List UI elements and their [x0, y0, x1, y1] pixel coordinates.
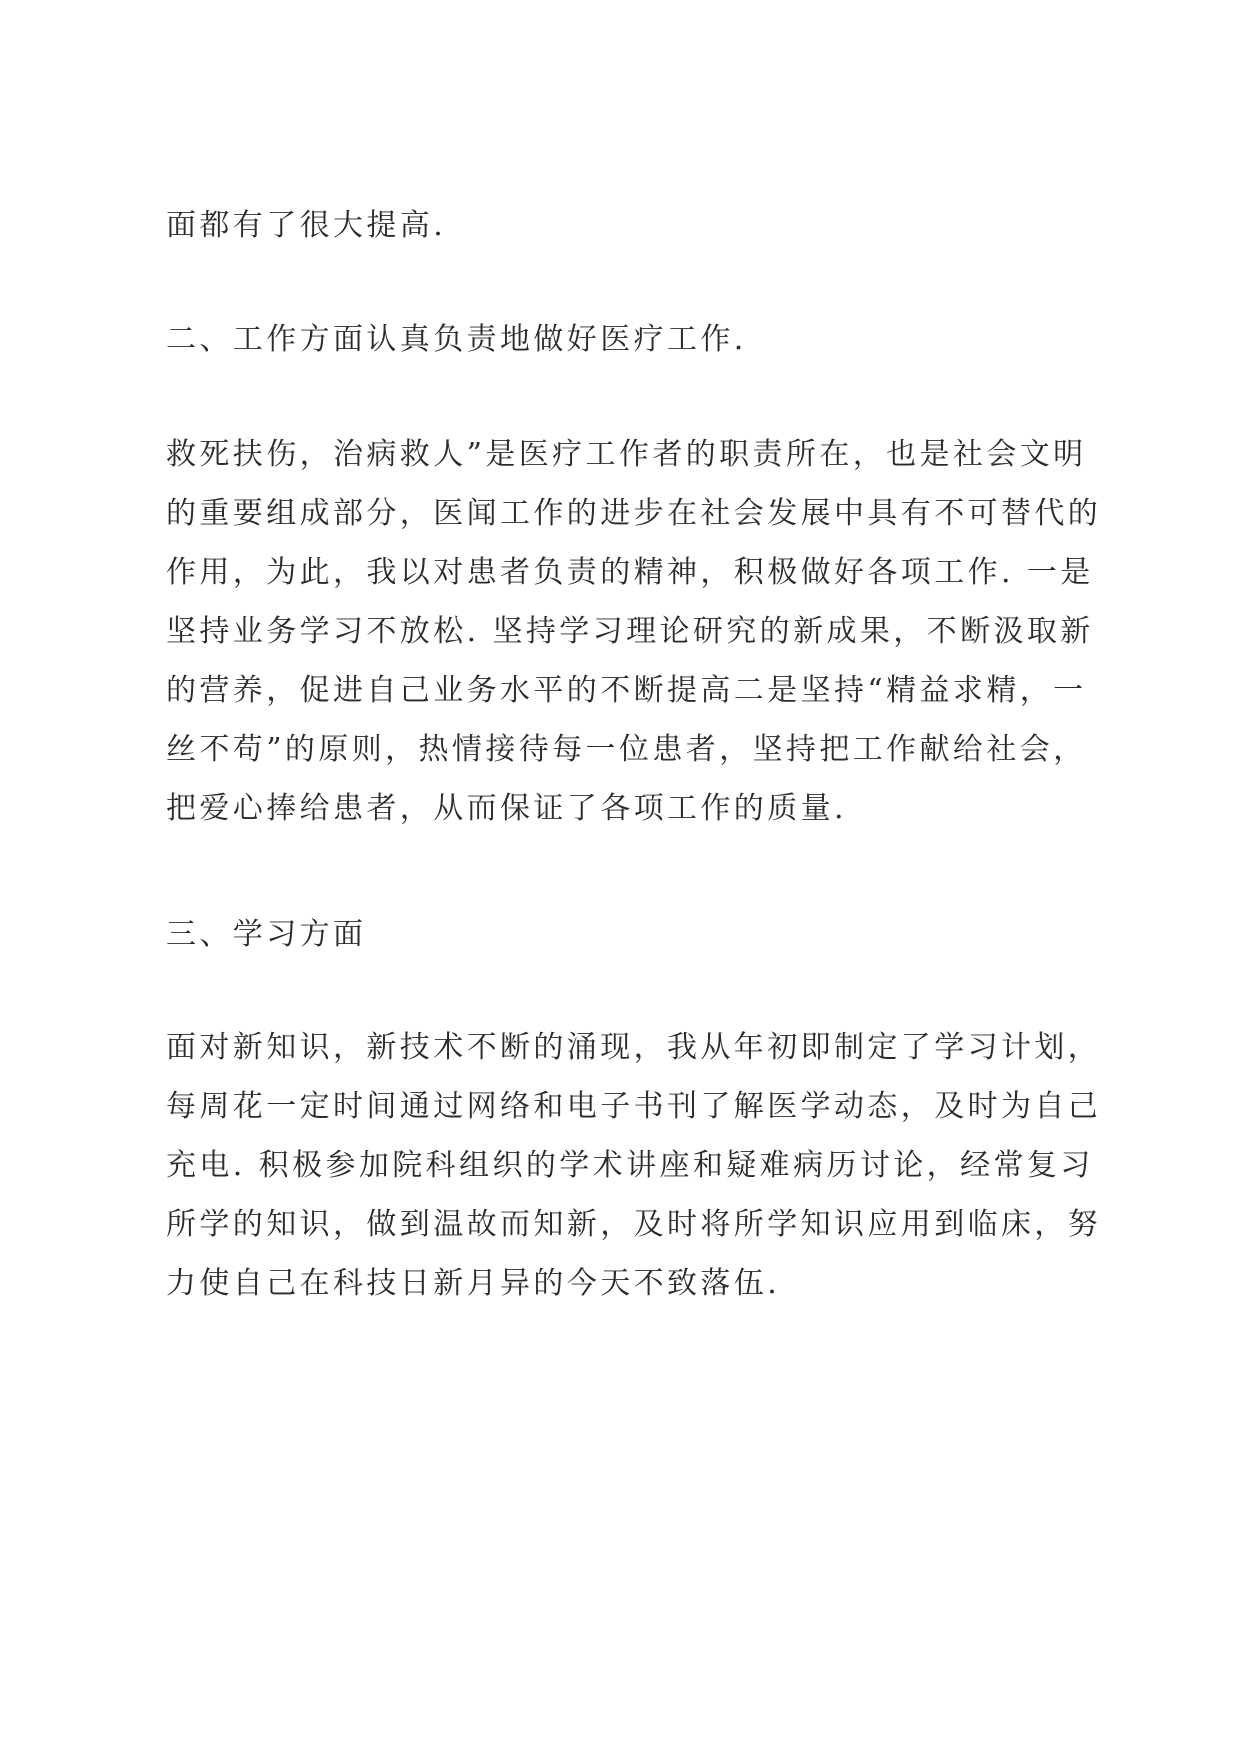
- text-line: 丝不苟”的原则，热情接待每一位患者，坚持把工作献给社会，: [166, 732, 1087, 767]
- paragraph-study: [166, 1018, 1102, 1313]
- text-line: 坚持业务学习不放松. 坚持学习理论研究的新成果，不断汲取新: [166, 614, 1094, 649]
- text-line: 力使自己在科技日新月异的今天不致落伍.: [166, 1266, 781, 1301]
- heading-text: 三、学习方面: [166, 917, 367, 952]
- text-line: 救死扶伤，治病救人”是医疗工作者的职责所在，也是社会文明: [166, 437, 1087, 472]
- paragraph-continuation: [166, 196, 1086, 255]
- heading-text: 二、工作方面认真负责地做好医疗工作.: [166, 322, 747, 357]
- paragraph-work: [166, 425, 1102, 838]
- text-line: 充电. 积极参加院科组织的学术讲座和疑难病历讨论，经常复习: [166, 1148, 1094, 1183]
- text-line: 面都有了很大提高.: [166, 208, 447, 243]
- text-line: 的营养，促进自己业务水平的不断提高二是坚持“精益求精，一: [166, 673, 1087, 708]
- section-heading-study: [166, 905, 1086, 964]
- text-line: 的重要组成部分，医闻工作的进步在社会发展中具有不可替代的: [166, 496, 1102, 531]
- text-line: 作用，为此，我以对患者负责的精神，积极做好各项工作. 一是: [166, 555, 1094, 590]
- text-line: 面对新知识，新技术不断的涌现，我从年初即制定了学习计划，: [166, 1030, 1102, 1065]
- text-line: 每周花一定时间通过网络和电子书刊了解医学动态，及时为自己: [166, 1089, 1102, 1124]
- section-heading-work: [166, 310, 1086, 369]
- text-line: 把爱心捧给患者，从而保证了各项工作的质量.: [166, 791, 847, 826]
- text-line: 所学的知识，做到温故而知新，及时将所学知识应用到临床，努: [166, 1207, 1102, 1242]
